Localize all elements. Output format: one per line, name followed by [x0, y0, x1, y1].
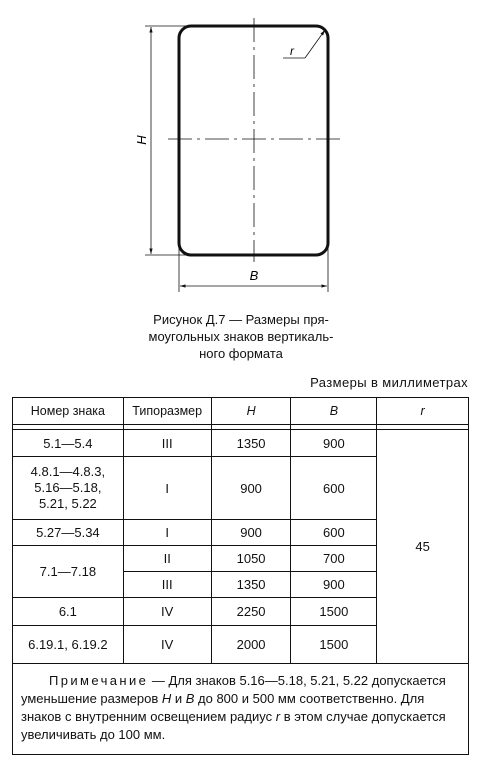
cell-h: 900 — [211, 457, 291, 520]
caption-line: Рисунок Д.7 — Размеры пря- — [153, 312, 329, 327]
dimensions-table — [12, 397, 469, 755]
cell-b: 1500 — [291, 598, 377, 626]
note-r-symbol: r — [275, 709, 281, 724]
cell-b: 600 — [291, 520, 377, 546]
units-note: Размеры в миллиметрах — [310, 375, 468, 390]
cell-size: II — [123, 546, 211, 572]
cell-number: 5.1—5.4 — [13, 430, 124, 457]
cell-size: IV — [123, 626, 211, 664]
note-h-symbol: H — [161, 691, 172, 706]
figure-caption — [120, 311, 362, 362]
b-dimension-label: B — [249, 268, 259, 283]
cell-number-line: 5.21, 5.22 — [38, 496, 97, 511]
cell-number-line: 5.16—5.18, — [34, 480, 102, 495]
cell-h: 1050 — [211, 546, 291, 572]
cell-number: 7.1—7.18 — [13, 546, 124, 598]
note-row — [13, 664, 469, 755]
cell-number-line: 4.8.1—4.8.3, — [30, 464, 106, 479]
cell-h: 2250 — [211, 598, 291, 626]
header-r: r — [377, 398, 469, 425]
cell-number: 6.1 — [13, 598, 124, 626]
cell-r: 45 — [377, 430, 469, 664]
cell-size: I — [123, 457, 211, 520]
caption-line: моугольных знаков вертикаль- — [148, 329, 334, 344]
r-leader-line — [305, 30, 325, 58]
cell-b: 900 — [291, 572, 377, 598]
cell-b: 600 — [291, 457, 377, 520]
cell-size: III — [123, 430, 211, 457]
header-size: Типоразмер — [123, 398, 211, 425]
note-text: до 800 и 500 мм соответственно. Для знаков с внутренним освещением радиус — [21, 691, 425, 724]
cell-h: 1350 — [211, 572, 291, 598]
cell-size: I — [123, 520, 211, 546]
header-h: H — [211, 398, 291, 425]
cell-size: IV — [123, 598, 211, 626]
note-b-symbol: B — [185, 691, 195, 706]
cell-b: 700 — [291, 546, 377, 572]
sign-dimension-drawing — [0, 0, 480, 300]
caption-line: ного формата — [199, 346, 283, 361]
cell-h: 1350 — [211, 430, 291, 457]
note-text: и — [171, 691, 186, 706]
cell-size: III — [123, 572, 211, 598]
cell-b: 900 — [291, 430, 377, 457]
header-number: Номер знака — [13, 398, 124, 425]
r-label: r — [290, 44, 294, 58]
sign-outline — [179, 26, 328, 255]
cell-h: 900 — [211, 520, 291, 546]
table-row — [13, 430, 469, 457]
cell-number: 6.19.1, 6.19.2 — [13, 626, 124, 664]
note-lead: Примечание — [49, 673, 149, 688]
note-text: — Для знаков 5.16—5.18, 5.21, 5.22 допускается уменьшение размеров — [21, 673, 446, 706]
h-dimension-label: H — [134, 135, 149, 145]
cell-h: 2000 — [211, 626, 291, 664]
header-b: B — [291, 398, 377, 425]
cell-number: 5.27—5.34 — [13, 520, 124, 546]
cell-b: 1500 — [291, 626, 377, 664]
cell-number — [13, 457, 124, 520]
note-text: в этом случае допускается увеличивать до 100 мм. — [21, 709, 446, 742]
table-note — [13, 664, 469, 755]
header-row — [13, 398, 469, 425]
